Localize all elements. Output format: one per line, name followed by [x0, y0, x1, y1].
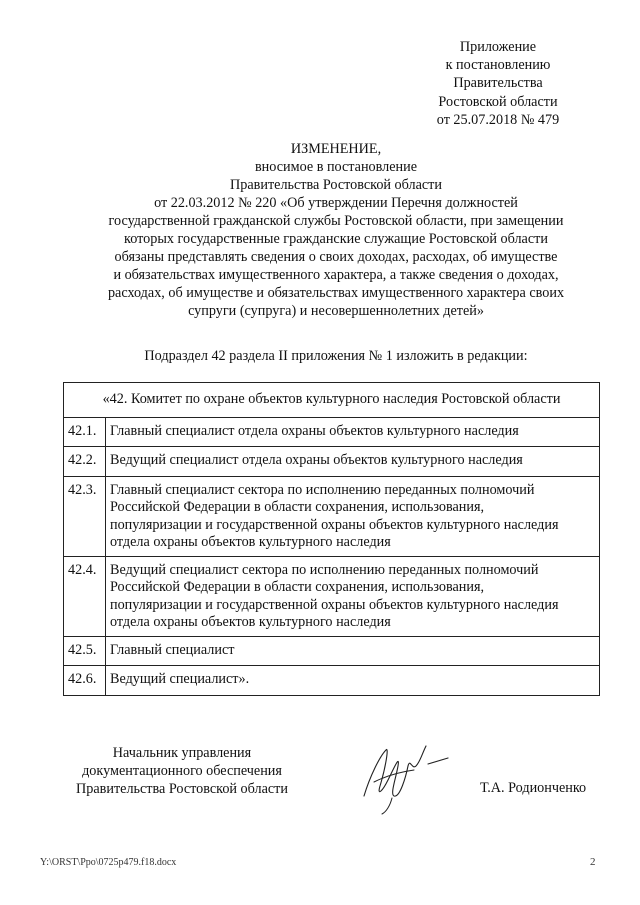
table-row — [64, 666, 600, 696]
heading-line: которых государственные гражданские служащие Ростовской области — [124, 231, 548, 247]
page-number: 2 — [590, 856, 596, 868]
position-line: Правительства Ростовской области — [76, 781, 288, 797]
table-row — [64, 417, 600, 447]
row-text-line: отдела охраны объектов культурного наследия — [110, 534, 391, 550]
heading-line: обязаны представлять сведения о своих доходах, расходах, об имуществе — [114, 249, 558, 265]
row-text-line: Главный специалист сектора по исполнению переданных полномочий — [110, 481, 535, 498]
row-text-line: Ведущий специалист сектора по исполнению переданных полномочий — [110, 561, 539, 578]
row-text-line: Ведущий специалист отдела охраны объектов культурного наследия — [110, 452, 523, 468]
appendix-line: Ростовской области — [438, 93, 558, 110]
appendix-line: от 25.07.2018 № 479 — [436, 111, 560, 128]
document-heading — [40, 140, 632, 320]
position-line: документационного обеспечения — [82, 763, 282, 779]
heading-line: и обязательствах имущественного характера, а также сведения о доходах, — [113, 267, 559, 283]
appendix-block — [384, 38, 612, 129]
appendix-line: Приложение — [459, 39, 537, 55]
position-line: Начальник управления — [112, 745, 252, 761]
row-text-line: Главный специалист — [110, 641, 235, 658]
row-number: 42.1. — [64, 417, 106, 447]
table-row — [64, 556, 600, 636]
row-text — [106, 556, 600, 636]
heading-line: от 22.03.2012 № 220 «Об утверждении Перечня должностей — [154, 195, 518, 211]
table-header-row — [64, 383, 600, 418]
table-row — [64, 447, 600, 477]
heading-line: расходах, об имуществе и обязательствах имущественного характера своих — [107, 285, 565, 301]
row-text — [106, 447, 600, 477]
appendix-line: к постановлению — [445, 57, 551, 74]
row-text-line: популяризации и государственной охраны объектов культурного наследия — [110, 596, 559, 613]
row-text — [106, 417, 600, 447]
handwritten-signature — [356, 736, 456, 816]
row-text-line: Российской Федерации в области сохранения, использования, — [110, 579, 485, 595]
row-number: 42.3. — [64, 476, 106, 556]
row-text — [106, 476, 600, 556]
table-row — [64, 476, 600, 556]
row-text-line: популяризации и государственной охраны объектов культурного наследия — [110, 516, 559, 533]
signatory-position — [62, 744, 302, 798]
row-text-line: Российской Федерации в области сохранения, использования, — [110, 499, 485, 515]
row-text — [106, 666, 600, 696]
signatory-name: Т.А. Родионченко — [480, 780, 587, 796]
appendix-line: Правительства — [453, 75, 543, 92]
heading-title: ИЗМЕНЕНИЕ, — [290, 141, 382, 157]
row-number: 42.5. — [64, 636, 106, 666]
table-header-cell: «42. Комитет по охране объектов культурного наследия Ростовской области — [64, 383, 600, 418]
row-text-line: отдела охраны объектов культурного наследия — [110, 614, 391, 630]
row-text-line: Ведущий специалист». — [110, 671, 250, 687]
row-text — [106, 636, 600, 666]
heading-line: Правительства Ростовской области — [230, 177, 442, 193]
row-number: 42.2. — [64, 447, 106, 477]
row-number: 42.6. — [64, 666, 106, 696]
positions-table — [63, 382, 600, 696]
heading-line: супруги (супруга) и несовершеннолетних детей» — [188, 303, 484, 319]
heading-line: вносимое в постановление — [254, 159, 418, 175]
heading-body — [40, 158, 632, 320]
row-text-line: Главный специалист отдела охраны объектов культурного наследия — [110, 422, 519, 439]
heading-line: государственной гражданской службы Ростовской области, при замещении — [108, 213, 564, 229]
intro-paragraph: Подраздел 42 раздела II приложения № 1 изложить в редакции: — [144, 348, 528, 364]
file-path: Y:\ORST\Ppo\0725p479.f18.docx — [40, 857, 177, 868]
table-row — [64, 636, 600, 666]
row-number: 42.4. — [64, 556, 106, 636]
